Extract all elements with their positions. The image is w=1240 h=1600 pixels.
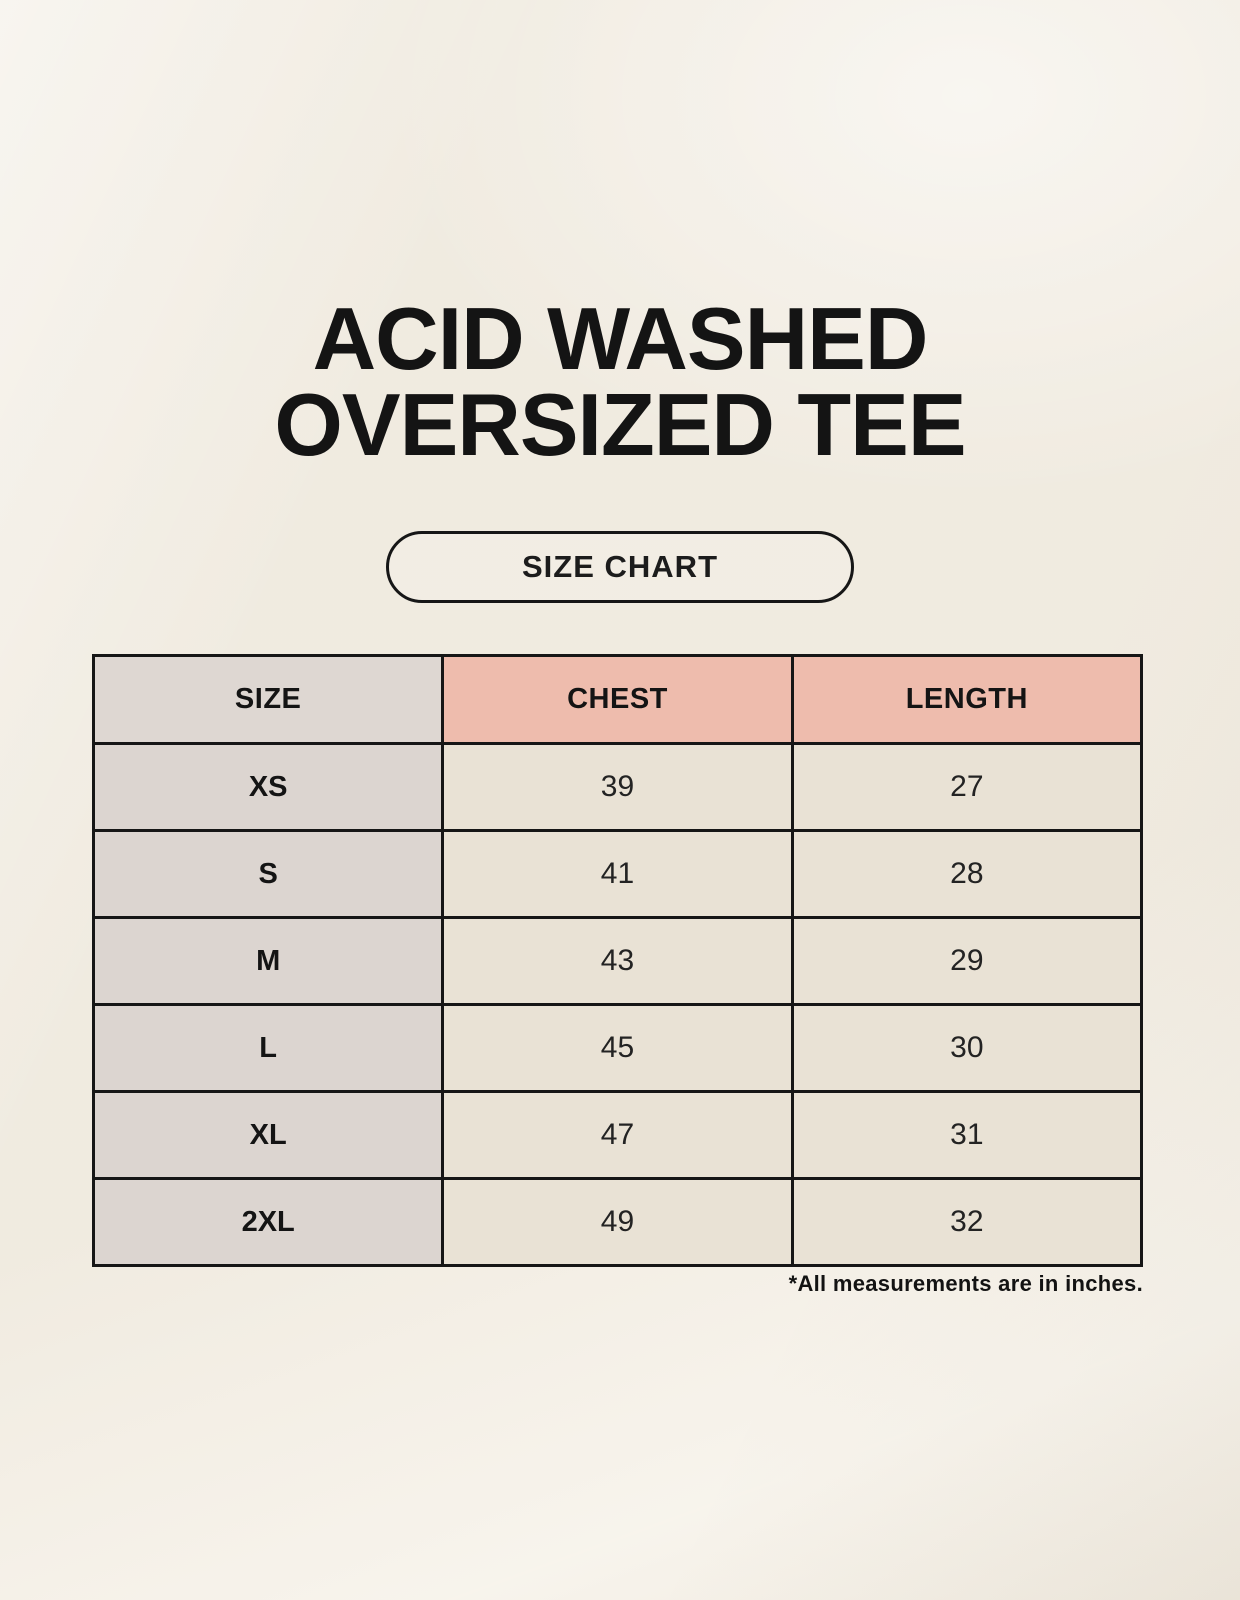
table-row-xl (94, 1092, 1142, 1179)
column-header-chest: CHEST (443, 656, 792, 744)
product-title-line-1: ACID WASHED (312, 289, 928, 388)
column-header-length: LENGTH (792, 656, 1141, 744)
length-value: 28 (792, 831, 1141, 918)
length-value: 30 (792, 1005, 1141, 1092)
chest-value: 41 (443, 831, 792, 918)
table-row-s (94, 831, 1142, 918)
length-value: 31 (792, 1092, 1141, 1179)
size-label: L (94, 1005, 443, 1092)
table-row-2xl (94, 1179, 1142, 1266)
length-value: 27 (792, 744, 1141, 831)
table-row-l (94, 1005, 1142, 1092)
product-title (0, 289, 1240, 475)
table-row-xs (94, 744, 1142, 831)
size-label: M (94, 918, 443, 1005)
chest-value: 39 (443, 744, 792, 831)
table-row-m (94, 918, 1142, 1005)
length-value: 32 (792, 1179, 1141, 1266)
size-label: S (94, 831, 443, 918)
column-header-size: SIZE (94, 656, 443, 744)
size-chart-badge-label: SIZE CHART (522, 549, 718, 584)
chest-value: 43 (443, 918, 792, 1005)
size-label: XL (94, 1092, 443, 1179)
size-chart-table (92, 654, 1143, 1267)
size-chart-badge (386, 531, 854, 603)
chest-value: 49 (443, 1179, 792, 1266)
table-header-row (94, 656, 1142, 744)
size-label: XS (94, 744, 443, 831)
chest-value: 45 (443, 1005, 792, 1092)
size-label: 2XL (94, 1179, 443, 1266)
chest-value: 47 (443, 1092, 792, 1179)
length-value: 29 (792, 918, 1141, 1005)
measurements-note: *All measurements are in inches. (788, 1271, 1143, 1296)
product-title-line-2: OVERSIZED TEE (274, 375, 966, 475)
